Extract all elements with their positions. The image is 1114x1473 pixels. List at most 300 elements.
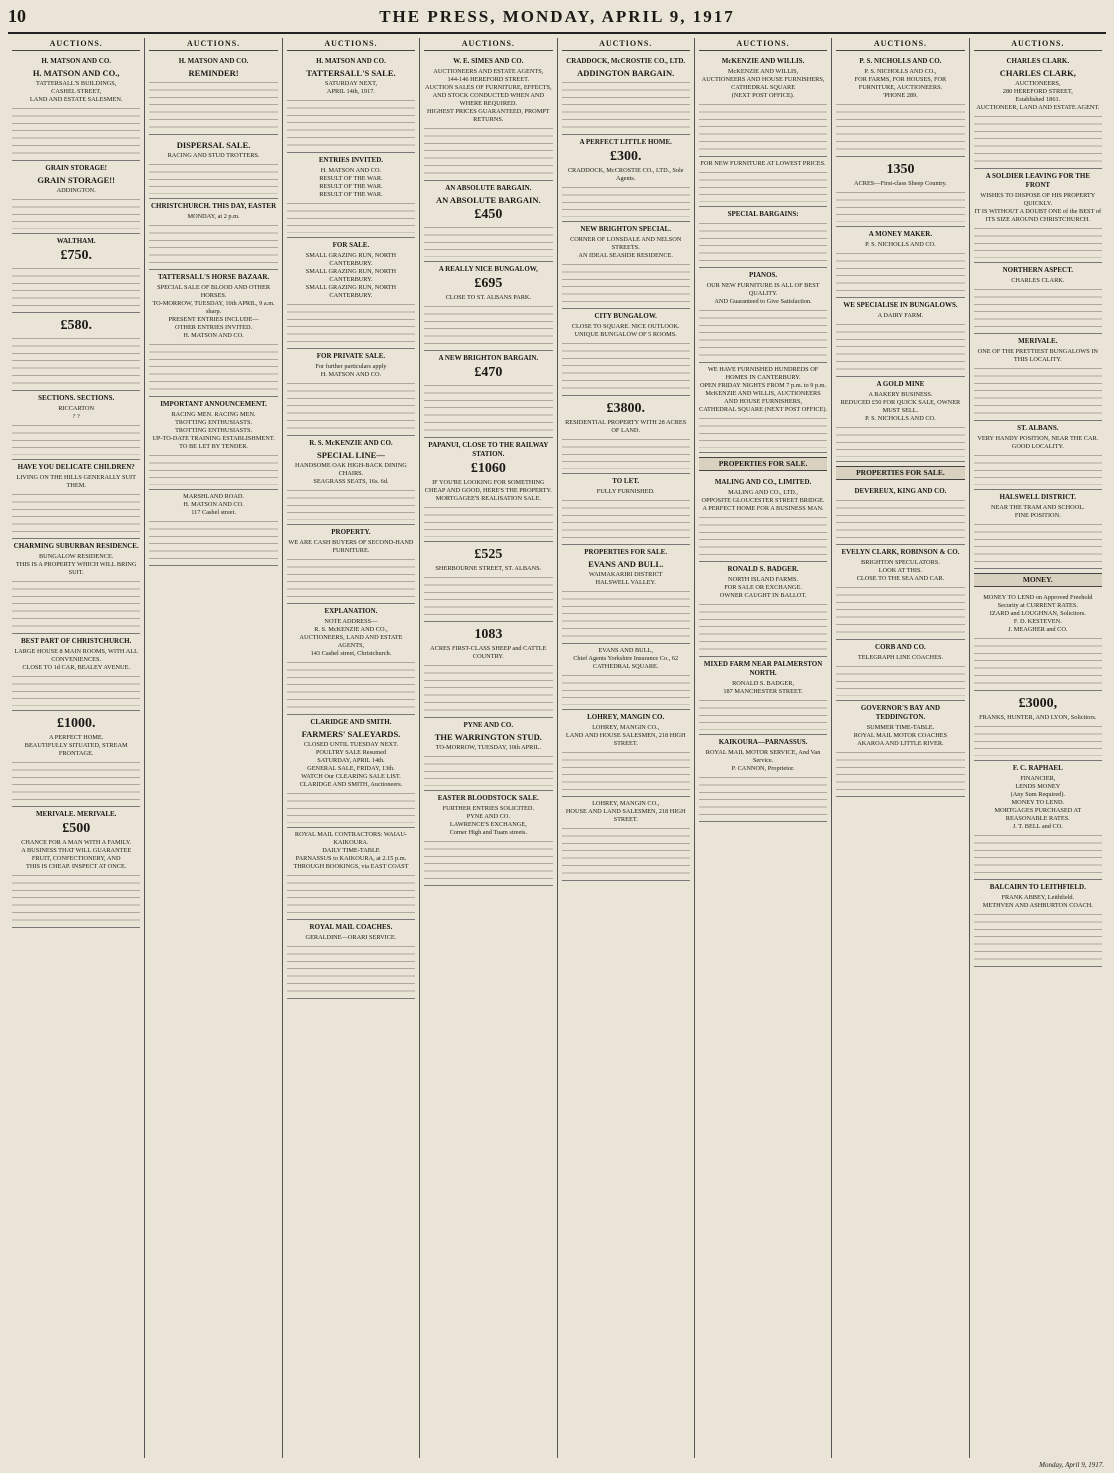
ad-title: H. MATSON AND CO. (41, 57, 112, 66)
ad-body-text (562, 500, 690, 540)
advertisement (287, 436, 415, 525)
ad-text-line: SEAGRASS SEATS, 16s. 6d. (313, 478, 389, 486)
ad-text-line: P. S. NICHOLLS AND CO., (864, 68, 937, 76)
ad-text-line: EVANS AND BULL, (598, 647, 653, 655)
ad-body-text (562, 439, 690, 469)
ad-title: ENTRIES INVITED. (318, 156, 384, 165)
ad-text-line: CHANCE FOR A MAN WITH A FAMILY. (21, 839, 132, 847)
ad-headline: CHARLES CLARK, (999, 68, 1076, 79)
advertisement (287, 54, 415, 153)
ad-text-line: McKENZIE AND WILLIS, (727, 68, 799, 76)
ad-title: A GOLD MINE (876, 380, 925, 389)
ad-text-line: P. S. NICHOLLS AND CO. (865, 241, 936, 249)
ad-text-line: RACING MEN. RACING MEN. (171, 411, 256, 419)
advertisement (699, 475, 827, 562)
ad-body-text (699, 604, 827, 652)
ad-text-line: RACING AND STUD TROTTERS. (167, 152, 260, 160)
ad-title: A REALLY NICE BUNGALOW, (438, 265, 538, 274)
ad-body-text (836, 666, 964, 696)
ad-title: F. C. RAPHAEL (1012, 763, 1063, 772)
ad-text-line: NEAR THE TRAM AND SCHOOL. (990, 504, 1085, 512)
advertisement (699, 268, 827, 363)
ad-title: FOR PRIVATE SALE. (316, 352, 386, 361)
ad-title: CHARMING SUBURBAN RESIDENCE. (13, 542, 139, 551)
ad-text-line: OUR NEW FURNITURE IS ALL OF BEST QUALITY. (706, 282, 820, 298)
ad-body-text (699, 700, 827, 730)
ad-body-text (974, 914, 1102, 962)
ad-text-line: WAIMAKARIRI DISTRICT (588, 571, 663, 579)
column-7 (832, 38, 969, 1458)
ad-text-line: A DAIRY FARM. (877, 312, 924, 320)
ad-body-text (699, 172, 827, 202)
ad-text-line: IF YOU'RE LOOKING FOR SOMETHING CHEAP AND GOOD, HERE'S THE PROPERTY. (424, 479, 552, 495)
ad-title: PROPERTY. (331, 528, 371, 537)
ad-text-line: SMALL GRAZING RUN, NORTH CANTERBURY. (305, 284, 397, 300)
ad-text-line: HIGHEST PRICES GUARANTEED, PROMPT RETURNS. (426, 108, 550, 124)
ad-text-line: F. D. KESTEVEN. (1013, 617, 1062, 625)
advertisement (974, 421, 1102, 490)
ad-text-line: PYNE AND CO. (466, 813, 510, 821)
ad-headline: AN ABSOLUTE BARGAIN. (436, 195, 541, 206)
ad-body-text (699, 777, 827, 817)
ad-text-line: BEAUTIFULLY SITUATED, STREAM FRONTAGE. (24, 742, 128, 758)
ad-text-line: IT IS WITHOUT A DOUBT ONE of the BEST of ITS SIZE AROUND CHRISTCHURCH. (974, 208, 1102, 224)
ad-title: CHRISTCHURCH. THIS DAY, EASTER (150, 202, 277, 211)
ad-text-line: CATHEDRAL SQUARE (731, 84, 796, 92)
advertisement (699, 363, 827, 453)
ad-text-line: SUMMER TIME-TABLE. (866, 723, 935, 731)
ad-title: AN ABSOLUTE BARGAIN. (445, 184, 532, 193)
ad-body-text (12, 875, 140, 923)
ad-price: 1083 (474, 627, 503, 643)
advertisement (836, 701, 964, 797)
column-4 (420, 38, 557, 1458)
ad-text-line: NOTE ADDRESS— (324, 618, 378, 626)
ad-text-line: R. S. McKENZIE AND CO., (314, 626, 388, 634)
ad-text-line: MONEY TO LEND. (1011, 798, 1065, 806)
ad-text-line: FULLY FURNISHED. (596, 488, 655, 496)
ad-body-text (974, 726, 1102, 756)
ad-text-line: TELEGRAPH LINE COACHES. (857, 653, 944, 661)
advertisement (424, 438, 552, 542)
ad-price: £500 (62, 821, 91, 837)
ad-text-line: AUCTIONEERS, LAND AND ESTATE AGENTS, (299, 634, 403, 650)
advertisement (12, 54, 140, 161)
advertisement (12, 460, 140, 539)
ad-text-line: A BAKERY BUSINESS. (868, 391, 933, 399)
advertisement (699, 157, 827, 207)
advertisement (287, 604, 415, 715)
ad-price: £3000, (1018, 695, 1058, 711)
ad-body-text (12, 494, 140, 534)
advertisement (974, 169, 1102, 263)
ad-text-line: TO-MORROW, TUESDAY, 10th APRIL, 9 a.m. sharp. (152, 300, 275, 316)
ad-body-text (149, 225, 277, 265)
footer-date: Monday, April 9, 1917. (1039, 1461, 1104, 1469)
ad-body-text (974, 289, 1102, 329)
advertisement (974, 691, 1102, 761)
ad-text-line: METHVEN AND ASHBURTON COACH. (982, 901, 1093, 909)
column-container (8, 38, 1106, 1458)
ad-text-line: MORTGAGEE'S REALISATION SALE. (435, 495, 541, 503)
ad-body-text (424, 227, 552, 257)
ad-text-line: MONEY TO LEND on Approved Freehold Security at CURRENT RATES. (983, 593, 1093, 609)
ad-headline: THE WARRINGTON STUD. (434, 732, 542, 743)
ad-body-text (562, 752, 690, 792)
ad-text-line: P. CANNON, Proprietor. (731, 764, 795, 772)
ad-body-text (699, 104, 827, 152)
ad-body-text (836, 587, 964, 635)
ad-title: HAVE YOU DELICATE CHILDREN? (17, 463, 135, 472)
ad-title: CRADDOCK, McCROSTIE CO., LTD. (566, 57, 686, 66)
ad-title: HALSWELL DISTRICT. (999, 493, 1077, 502)
ad-text-line: ACRES FIRST-CLASS SHEEP and CATTLE COUNTRY. (430, 645, 547, 661)
ad-title: MALING AND CO., LIMITED. (714, 477, 812, 486)
ad-text-line: Chief Agents Yorkshire Insurance Co., 62 CATHEDRAL SQUARE. (573, 655, 679, 671)
ad-text-line: ? ? (72, 413, 80, 421)
ad-body-text (149, 164, 277, 194)
ad-body-text (287, 203, 415, 233)
ad-text-line: THROUGH BOOKINGS, via EAST COAST (293, 863, 409, 871)
ad-text-line: CATHEDRAL SQUARE (NEXT POST OFFICE). (699, 406, 828, 414)
ad-headline: SPECIAL LINE— (317, 450, 385, 461)
ad-title: PROPERTIES FOR SALE. (584, 548, 668, 557)
ad-text-line: ROYAL MAIL CONTRACTORS: WAIAU-KAIKOURA. (294, 831, 407, 847)
ad-body-text (287, 793, 415, 823)
advertisement (562, 644, 690, 710)
ad-text-line: OPEN FRIDAY NIGHTS FROM 7 p.m. to 9 p.m. (699, 382, 827, 390)
ad-text-line: CLARIDGE AND SMITH, Auctioneers. (299, 781, 403, 789)
column-3 (283, 38, 420, 1458)
ad-text-line: HOUSE AND LAND SALESMEN, 218 HIGH STREET. (565, 808, 686, 824)
ad-body-text (287, 304, 415, 344)
ad-text-line: H. MATSON AND CO. (320, 167, 382, 175)
advertisement (424, 718, 552, 791)
ad-body-text (836, 104, 964, 152)
ad-text-line: ONE OF THE PRETTIEST BUNGALOWS IN THIS LOCALITY. (977, 348, 1098, 364)
ad-text-line: J. MEAGHER and CO. (1008, 625, 1068, 633)
ad-text-line: HANDSOME OAK HIGH-BACK DINING CHAIRS. (295, 462, 407, 478)
ad-text-line: LARGE HOUSE 8 MAIN ROOMS, WITH ALL CONVENIENCES. (14, 648, 138, 664)
ad-body-text (699, 310, 827, 358)
ad-body-text (12, 268, 140, 308)
column-2 (145, 38, 282, 1458)
advertisement (287, 828, 415, 920)
column-1 (8, 38, 145, 1458)
ad-text-line: CLOSE TO SQUARE. NICE OUTLOOK. (571, 323, 680, 331)
ad-price: £3800. (606, 401, 645, 417)
ad-title: EVELYN CLARK, ROBINSON & CO. (841, 547, 960, 556)
ad-title: EASTER BLOODSTOCK SALE. (437, 794, 539, 803)
ad-text-line: AUCTIONEER, LAND AND ESTATE AGENT. (976, 104, 1100, 112)
ad-text-line: AUCTIONEERS AND ESTATE AGENTS, (433, 68, 544, 76)
advertisement (974, 263, 1102, 334)
advertisement (699, 657, 827, 735)
ad-text-line: FRANK ABBEY, Leithfield. (1001, 893, 1075, 901)
column-heading: AUCTIONS. (12, 38, 140, 51)
advertisement (836, 298, 964, 377)
ad-body-text (287, 875, 415, 915)
ad-body-text (12, 425, 140, 455)
ad-title: PIANOS. (748, 271, 778, 280)
ad-title: FOR SALE. (332, 241, 370, 250)
ad-text-line: ADDINGTON. (56, 187, 96, 195)
ad-body-text (287, 559, 415, 599)
ad-title: EXPLANATION. (324, 607, 378, 616)
ad-headline: GRAIN STORAGE!! (37, 175, 115, 186)
ad-text-line: A PERFECT HOME. (49, 734, 104, 742)
advertisement (562, 309, 690, 396)
ad-body-text (12, 199, 140, 229)
column-heading: AUCTIONS. (974, 38, 1102, 51)
ad-text-line: RESULT OF THE WAR. (319, 191, 383, 199)
ad-body-text (562, 591, 690, 639)
ad-title: NORTHERN ASPECT. (1002, 266, 1074, 275)
ad-text-line: PRESENT ENTRIES INCLUDE— (168, 316, 259, 324)
ad-text-line: J. T. BELL and CO. (1012, 822, 1063, 830)
column-heading: AUCTIONS. (699, 38, 827, 51)
advertisement (287, 153, 415, 238)
advertisement (12, 161, 140, 234)
ad-text-line: CHARLES CLARK. (1011, 277, 1065, 285)
advertisement (974, 334, 1102, 421)
advertisement (974, 54, 1102, 169)
ad-body-text (12, 676, 140, 706)
ad-price: £580. (60, 318, 92, 334)
ad-text-line: TROTTING ENTHUSIASTS. (175, 427, 253, 435)
advertisement (424, 622, 552, 718)
ad-text-line: 144-146 HEREFORD STREET. (447, 76, 530, 84)
ad-text-line: CORNER OF LONSDALE AND NELSON STREETS. (570, 236, 682, 252)
advertisement (974, 880, 1102, 967)
ad-text-line: McKENZIE AND WILLIS, AUCTIONEERS AND HOUSE FURNISHERS, (705, 390, 821, 406)
ad-text-line: 187 MANCHESTER STREET. (723, 687, 803, 695)
ad-text-line: POULTRY SALE Resumed (315, 749, 387, 757)
section-band: PROPERTIES FOR SALE. (699, 457, 827, 470)
ad-text-line: RONALD S. BADGER, (732, 679, 795, 687)
ad-body-text (424, 841, 552, 881)
ad-body-text (424, 577, 552, 617)
ad-text-line: FOR NEW FURNITURE AT LOWEST PRICES. (700, 160, 826, 168)
ad-body-text (836, 192, 964, 222)
section-band: PROPERTIES FOR SALE. (836, 466, 964, 479)
advertisement (836, 640, 964, 701)
ad-title: H. MATSON AND CO. (178, 57, 249, 66)
ad-body-text (836, 427, 964, 457)
column-heading: AUCTIONS. (287, 38, 415, 51)
ad-text-line: Corner High and Tuam streets. (449, 829, 528, 837)
ad-body-text (424, 306, 552, 346)
ad-text-line: TATTERSALL'S BUILDINGS, (35, 80, 117, 88)
ad-text-line: A BUSINESS THAT WILL GUARANTEE (21, 847, 132, 855)
ad-body-text (562, 187, 690, 217)
advertisement (562, 474, 690, 545)
ad-text-line: LIVING ON THE HILLS GENERALLY SUIT THEM. (16, 474, 136, 490)
ad-title: WALTHAM. (56, 237, 96, 246)
ad-text-line: LOOK AT THIS. (878, 566, 923, 574)
ad-text-line: AKAROA AND LITTLE RIVER. (857, 739, 944, 747)
ad-title: ST. ALBANS. (1017, 424, 1059, 433)
advertisement (836, 377, 964, 462)
ad-text-line: WISHES TO DISPOSE OF HIS PROPERTY QUICKLY. (980, 192, 1096, 208)
ad-body-text (699, 418, 827, 448)
advertisement (149, 490, 277, 566)
ad-body-text (12, 108, 140, 156)
ad-headline: ADDINGTON BARGAIN. (577, 68, 675, 79)
ad-text-line: FINANCIER, (1020, 774, 1056, 782)
ad-text-line: LAND AND ESTATE SALESMEN. (29, 96, 123, 104)
ad-text-line: CLOSE TO 1d CAR, BEALEY AVENUE. (22, 664, 131, 672)
ad-body-text (974, 116, 1102, 164)
ad-text-line: AUCTION SALES OF FURNITURE, EFFECTS, AND STOCK CONDUCTED WHEN AND WHERE REQUIRED. (424, 84, 552, 108)
ad-text-line: ACRES—First-class Sheep Country. (854, 180, 947, 188)
ad-body-text (836, 253, 964, 293)
ad-text-line: SPECIAL SALE OF BLOOD AND OTHER HORSES. (157, 284, 271, 300)
ad-text-line: LENDS MONEY (1015, 782, 1061, 790)
ad-text-line: VERY HANDY POSITION, NEAR THE CAR. (977, 435, 1099, 443)
ad-text-line: MORTGAGES PURCHASED AT REASONABLE RATES. (994, 806, 1082, 822)
ad-text-line: ROYAL MAIL MOTOR SERVICE, And Van Service. (705, 748, 821, 764)
ad-title: LOHREY, MANGIN CO. (587, 713, 665, 722)
ad-headline: FARMERS' SALEYARDS. (301, 729, 401, 740)
advertisement (974, 761, 1102, 880)
section-band: MONEY. (974, 573, 1102, 586)
ad-title: BEST PART OF CHRISTCHURCH. (21, 637, 132, 646)
advertisement (562, 797, 690, 881)
ad-title: A PERFECT LITTLE HOME. (579, 138, 672, 147)
ad-text-line: IZARD and LOUGHNAN, Solicitors. (989, 609, 1086, 617)
ad-body-text (562, 675, 690, 705)
ad-body-text (974, 455, 1102, 485)
ad-body-text (562, 828, 690, 876)
page-number: 10 (8, 6, 26, 26)
advertisement (287, 238, 415, 349)
ad-title: PYNE AND CO. (463, 721, 514, 730)
ad-text-line: THIS IS CHEAP. INSPECT AT ONCE. (26, 863, 127, 871)
ad-text-line: RESIDENTIAL PROPERTY WITH 28 ACRES OF LAND. (565, 419, 687, 435)
ad-price: £525 (474, 547, 503, 563)
ad-text-line: (Any Sum Required). (1010, 790, 1065, 798)
ad-price: £695 (474, 276, 503, 292)
ad-title: H. MATSON AND CO. (316, 57, 386, 66)
ad-text-line: MALING AND CO., LTD., (728, 488, 799, 496)
ad-text-line: LAWRENCE'S EXCHANGE, (449, 821, 527, 829)
ad-text-line: A PERFECT HOME FOR A BUSINESS MAN. (702, 504, 824, 512)
ad-body-text (699, 223, 827, 263)
ad-body-text (12, 581, 140, 629)
ad-text-line: NORTH ISLAND FARMS. (728, 575, 799, 583)
advertisement (836, 54, 964, 157)
ad-headline: REMINDER! (188, 68, 239, 79)
advertisement (974, 591, 1102, 691)
ad-text-line: TO-MORROW, TUESDAY, 10th APRIL. (435, 744, 541, 752)
ad-title: P. S. NICHOLLS AND CO. (859, 57, 942, 66)
ad-text-line: SATURDAY, APRIL 14th. (317, 757, 385, 765)
ad-body-text (836, 752, 964, 792)
ad-text-line: AUCTIONEERS, (1015, 80, 1061, 88)
ad-price: £450 (474, 207, 503, 223)
ad-body-text (424, 507, 552, 537)
column-5 (558, 38, 695, 1458)
ad-title: NEW BRIGHTON SPECIAL. (580, 225, 671, 234)
ad-text-line: LOHREY, MANGIN CO., (592, 800, 660, 808)
advertisement (562, 545, 690, 644)
ad-text-line: MARSHLAND ROAD. (183, 493, 244, 501)
ad-text-line: CLOSE TO ST. ALBANS PARK. (445, 294, 532, 302)
ad-body-text (287, 662, 415, 710)
column-8 (970, 38, 1106, 1458)
ad-text-line: UNIQUE BUNGALOW OF 5 ROOMS. (574, 331, 677, 339)
ad-text-line: H. MATSON AND CO. (183, 332, 244, 340)
advertisement (424, 54, 552, 181)
ad-body-text (562, 264, 690, 304)
ad-text-line: For further particulars apply (315, 363, 387, 371)
ad-body-text (562, 343, 690, 391)
ad-title: CORB AND CO. (875, 642, 926, 651)
advertisement (562, 396, 690, 474)
ad-text-line: WE HAVE FURNISHED HUNDREDS OF HOMES IN CANTERBURY. (707, 366, 819, 382)
ad-text-line: GENERAL SALE, FRIDAY, 13th. (307, 765, 395, 773)
ad-text-line: FOR SALE OR EXCHANGE. (724, 583, 802, 591)
ad-text-line: RESULT OF THE WAR. (319, 175, 383, 183)
ad-body-text (974, 524, 1102, 564)
advertisement (149, 54, 277, 135)
ad-text-line: SATURDAY NEXT, (324, 80, 378, 88)
ad-text-line: GOOD LOCALITY. (1011, 443, 1064, 451)
ad-title: A NEW BRIGHTON BARGAIN. (438, 354, 539, 363)
advertisement (699, 207, 827, 268)
ad-body-text (12, 762, 140, 802)
ad-title: DEVEREUX, KING AND CO. (854, 486, 947, 495)
advertisement (12, 634, 140, 711)
ad-text-line: REDUCED £50 FOR QUICK SALE, OWNER MUST SELL. (840, 399, 961, 415)
ad-text-line: SMALL GRAZING RUN, NORTH CANTERBURY. (305, 252, 397, 268)
ad-text-line: FRANKS, HUNTER, AND LYON, Solicitors. (979, 713, 1097, 721)
advertisement (287, 525, 415, 604)
advertisement (699, 54, 827, 157)
ad-body-text (149, 82, 277, 130)
advertisement (12, 539, 140, 634)
ad-title: CHARLES CLARK. (1006, 57, 1070, 66)
advertisement (836, 545, 964, 640)
ad-text-line: WATCH Our CLEARING SALE LIST. (301, 773, 401, 781)
ad-text-line: FRUIT, CONFECTIONERY, AND (31, 855, 121, 863)
ad-title: PAPANUI, CLOSE TO THE RAILWAY STATION. (428, 441, 549, 459)
ad-text-line: HALSWELL VALLEY. (595, 579, 656, 587)
ad-title: R. S. McKENZIE AND CO. (309, 439, 393, 448)
ad-body-text (424, 756, 552, 786)
ad-text-line: CRADDOCK, McCROSTIE CO., LTD., Sole Agents. (567, 167, 684, 183)
ad-headline: DISPERSAL SALE. (176, 140, 251, 151)
advertisement (287, 715, 415, 828)
ad-title: GOVERNOR'S BAY AND TEDDINGTON. (860, 703, 941, 721)
ad-headline: H. MATSON AND CO., (32, 68, 120, 79)
advertisement (149, 270, 277, 397)
ad-title: TO LET. (612, 477, 640, 486)
ad-text-line: AUCTIONEERS AND HOUSE FURNISHERS, (701, 76, 825, 84)
advertisement (699, 562, 827, 657)
ad-body-text (974, 228, 1102, 258)
ad-title: W. E. SIMES AND CO. (453, 57, 524, 66)
ad-title: KAIKOURA—PARNASSUS. (718, 737, 808, 746)
ad-headline: TATTERSALL'S SALE. (306, 68, 396, 79)
ad-title: TATTERSALL'S HORSE BAZAAR. (157, 273, 270, 282)
advertisement (149, 199, 277, 270)
ad-text-line: P. S. NICHOLLS AND CO. (865, 415, 936, 423)
ad-body-text (287, 383, 415, 431)
ad-title: RONALD S. BADGER. (727, 564, 799, 573)
ad-body-text (974, 835, 1102, 875)
